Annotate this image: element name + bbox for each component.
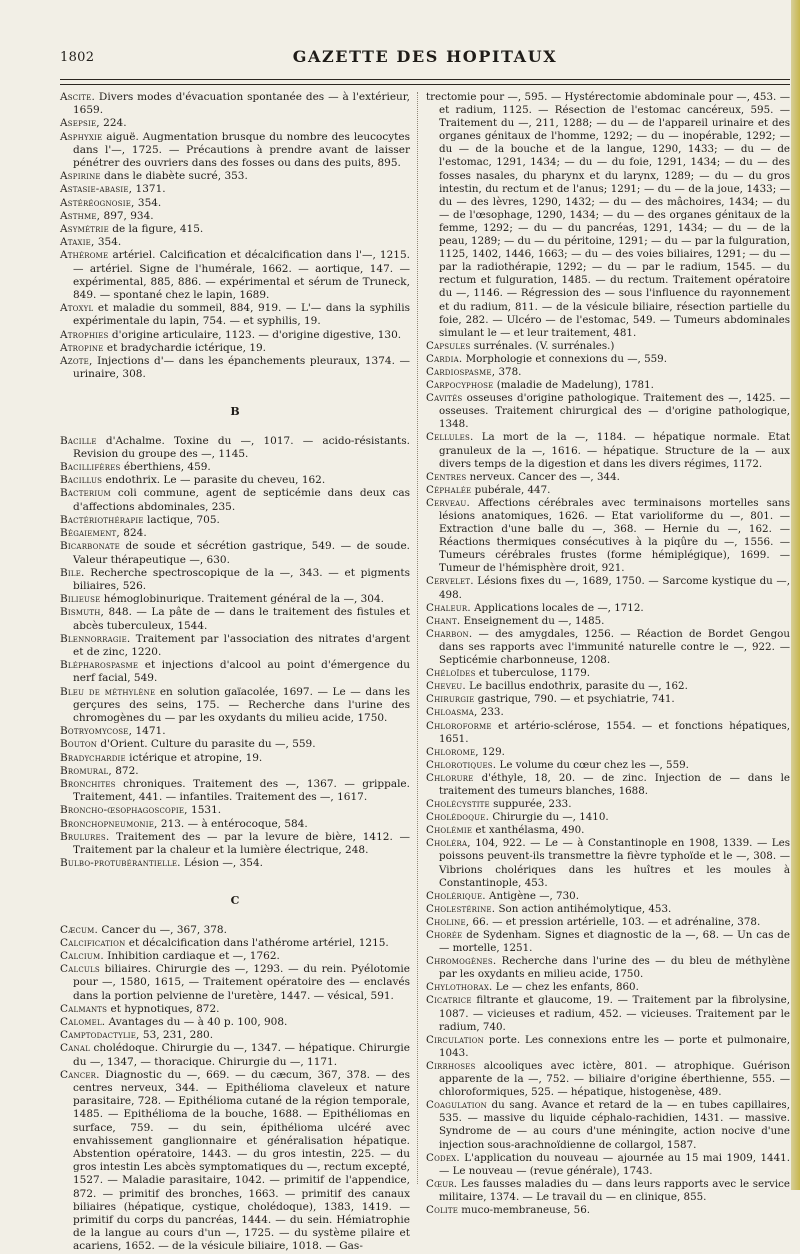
entry-text: Recherche spectroscopique de la —, 343. — et pigments biliaires, 526. (73, 566, 410, 592)
journal-title: GAZETTE DES HOPITAUX (292, 47, 558, 66)
entry-text: 1471. (132, 725, 166, 738)
entry-text: du sang. Avance et retard de la — en tubes capillaires, 535. — massive du liquide céphalo-rachidien, 1431. — massive. Syndrome de — au cours d'une méningite, action nocive d'une injection sous-arachnoïdienne de collargol, 1587. (439, 1099, 790, 1151)
index-entry (426, 91, 790, 340)
entry-text: et maladie du sommeil, 884, 919. — L'— dans la syphilis expérimentale du lapin, 754. — et syphilis, 19. (73, 302, 410, 328)
entry-text: d'origine articulaire, 1123. — d'origine digestive, 130. (108, 328, 402, 341)
entry-headword: Camptodactylie, (60, 1029, 140, 1042)
entry-text: hémoglobinurique. Traitement général de la —, 304. (100, 593, 385, 606)
entry-text: Cancer du —, 367, 378. (98, 923, 227, 936)
index-entry (60, 752, 410, 765)
entry-headword: Cirrhoses (426, 1059, 476, 1072)
entry-headword: Azote, (60, 355, 93, 368)
entry-text: Le volume du cœur chez les —, 559. (496, 758, 689, 771)
entry-text: suppurée, 233. (489, 798, 572, 811)
index-entry (60, 210, 410, 223)
entry-headword: Chromogènes. (426, 955, 497, 968)
entry-headword: Bile. (60, 566, 85, 579)
entry-text: 104, 922. — Le — à Constantinople en 1908, 1339. — Les poissons peuvent-ils transmettre la fièvre typhoïde et le —, 308. — Vibrions cholériques dans les huîtres et les moules à Constantinople, 453. (439, 837, 790, 889)
entry-text: nerveux. Cancer des —, 344. (466, 470, 620, 483)
entry-headword: Chlorome, (426, 745, 479, 758)
entry-headword: Cæcum. (60, 923, 99, 936)
entry-headword: Bleu de méthylène (60, 685, 156, 698)
entry-headword: Bronchites (60, 777, 116, 790)
entry-headword: Bradychardie (60, 751, 126, 764)
index-entry (426, 837, 790, 889)
entry-headword: Brulures. (60, 830, 110, 843)
index-entry (426, 693, 790, 706)
index-entry (426, 392, 790, 431)
entry-text: pubérale, 447. (471, 483, 551, 496)
entry-text: Le — chez les enfants, 860. (492, 981, 639, 994)
entry-headword: Bulbo-protubérantielle. (60, 857, 181, 870)
entry-text: Avantages du — à 40 p. 100, 908. (105, 1016, 288, 1028)
entry-headword: Choline, (426, 915, 470, 928)
entry-headword: Cervelet. (426, 575, 474, 588)
entry-text: Les fausses maladies du — dans leurs rapports avec le service militaire, 1374. — Le travail du — en clinique, 855. (439, 1177, 790, 1203)
entry-headword: Calmants (60, 1002, 108, 1015)
index-entry (426, 667, 790, 680)
index-entry (60, 686, 410, 726)
entry-text: 354. (134, 196, 162, 209)
header-rule-thick (60, 84, 790, 85)
index-entry (426, 929, 790, 955)
entry-text: Lésions fixes du —, 1689, 1750. — Sarcome kystique du —, 498. (439, 575, 790, 601)
entry-text: filtrante et glaucome, 19. — Traitement par la fibrolysine, 1087. — vicieuses et radium, 452. — vicieuses. Traitement par le radium, 740. (439, 994, 790, 1033)
entry-text: Inhibition cardiaque et —, 1762. (103, 949, 280, 962)
index-entry (60, 937, 410, 950)
entry-text: chroniques. Traitement des —, 1367. — grippale. Traitement, 441. — infantiles. Traitement des —, 1617. (73, 777, 410, 804)
entry-headword: Cellules. (426, 431, 474, 444)
index-entry (60, 567, 410, 593)
entry-headword: Chéloïdes (426, 667, 476, 680)
entry-headword: Cœur. (426, 1177, 458, 1190)
entry-text: La mort de la —, 1184. — hépatique normale. Etat granuleux de la —, 1616. — hépatique. Structure de la — aux divers temps de la digestion et dans les divers régimes, 1172. (439, 431, 790, 470)
entry-headword: Chaleur. (426, 601, 471, 614)
entry-text: Affections cérébrales avec terminaisons mortelles sans lésions anatomiques, 1626. — Etat varioliforme du —, 801. — Extraction d'une balle du —, 368. — Hernie du —, 162. — Réactions thermiques consécutives à la piqûre du —, 1556. — Tumeurs cérébrales frustes (forme hémiplégique), 1699. — Tumeur de l'hémisphère droit, 921. (439, 496, 790, 575)
entry-text: surrénales. (V. surrénales.) (470, 339, 615, 352)
index-entry (60, 857, 410, 870)
index-entry (426, 353, 790, 366)
entry-headword: Chlorotiques. (426, 758, 497, 771)
entry-headword: Bacille (60, 434, 97, 447)
entry-text: Morphologie et connexions du —, 559. (462, 352, 667, 365)
index-entry (426, 602, 790, 615)
index-entry (426, 1178, 790, 1204)
index-entry (60, 804, 410, 817)
entry-text: endothrix. Le — parasite du cheveu, 162. (102, 474, 326, 487)
entry-text: et décalcification dans l'athérome artériel, 1215. (125, 936, 389, 949)
entry-headword: Bégaiement, (60, 527, 120, 540)
entry-headword: Astéréognosie, (60, 196, 135, 209)
index-entry (60, 91, 410, 117)
index-entry (426, 497, 790, 576)
entry-headword: Colite (426, 1203, 459, 1216)
index-entry (426, 916, 790, 929)
entry-headword: Ataxie, (60, 236, 95, 249)
entry-text: éberthiens, 459. (120, 461, 211, 474)
index-column-left (60, 91, 410, 1253)
entry-headword: Bromural, (60, 764, 112, 777)
index-entry (60, 1042, 410, 1068)
index-entry (426, 994, 790, 1033)
entry-text: cholédoque. Chirurgie du —, 1347. — hépatique. Chirurgie du —, 1347, — thoracique. Chirurgie du —, 1171. (73, 1042, 410, 1068)
entry-headword: Broncho-œsophagoscopie, (60, 804, 188, 817)
entry-text: Le bacillus endothrix, parasite du —, 162. (465, 680, 688, 693)
entry-headword: Canal (60, 1042, 90, 1055)
entry-headword: Athérome (60, 249, 109, 262)
entry-text: biliaires. Chirurgie des —, 1293. — du rein. Pyélotomie pour —, 1580, 1615, — Traitement opératoire des — enclavés dans la portion pelvienne de l'uretère, 1447. — vésical, 591. (73, 963, 410, 1002)
entry-text: Chirurgie du —, 1410. (489, 811, 609, 824)
entry-text: 213. — à entérocoque, 584. (157, 817, 308, 830)
entry-text: de la figure, 415. (108, 223, 204, 236)
entry-headword: Calcium. (60, 949, 104, 962)
entry-headword: Botryomycose, (60, 725, 133, 738)
entry-headword: Cerveau. (426, 496, 471, 509)
entry-text: lactique, 705. (143, 513, 220, 526)
header-rule-thin (60, 79, 790, 80)
entry-headword: Centres (426, 470, 467, 483)
entry-headword: Bronchopneumonie, (60, 817, 158, 830)
entry-headword: Astasie-abasie, (60, 183, 133, 196)
entry-headword: Cavités (426, 392, 463, 405)
entry-text: trectomie pour —, 595. — Hystérectomie abdominale pour —, 453. — et radium, 1125. — Résection de l'estomac cancéreux, 595. — Traitement du —, 211, 1288; — du — de l'appareil urinaire et des organes génitaux de l'homme, 1292; — du — inopérable, 1292; — du — de la bouche et de la langue, 1290, 1433; — du — de l'estomac, 1291, 1434; — du — du foie, 1291, 1434; — du — des fosses nasales, du pharynx et du larynx, 1289; — du — du gros intestin, du rectum et de l'anus; 1291; — du — de la joue, 1433; — du — des lèvres, 1290, 1432; — du — des mâchoires, 1434; — du — de l'œsophage, 1290, 1434; — du — des organes génitaux de la femme, 1292; — du — du pancréas, 1291, 1434; — du — de la peau, 1289; — du — du péritoine, 1291; — du — par la fulguration, 1125, 1402, 1446, 1663; — du — des voies biliaires, 1291; — du — par la radiothérapie, 1292; — du — par le radium, 1545. — du rectum et fulguration, 1485. — du rectum. Traitement opératoire du —, 1146. — Régression des — sous l'influence du rayonnement et du radium, 811. — de la vésicule biliaire, résection partielle du foie, 282. — Ulcéro — de l'estomac, 549. — Tumeurs abdominales simulant le — et leur traitement, 481. (426, 91, 790, 339)
index-entry (426, 1099, 790, 1151)
entry-text: 848. — La pâte de — dans le traitement des fistules et abcès tuberculeux, 1544. (73, 606, 410, 632)
index-entry (426, 720, 790, 746)
entry-text: (maladie de Madelung), 1781. (493, 379, 654, 392)
entry-headword: Calcification (60, 936, 126, 949)
index-entry (60, 223, 410, 236)
index-entry (60, 474, 410, 487)
index-entry (426, 981, 790, 994)
index-entry (426, 955, 790, 981)
index-entry (60, 593, 410, 606)
index-entry (60, 435, 410, 461)
index-entry (426, 484, 790, 497)
entry-headword: Chant. (426, 614, 461, 627)
entry-text: d'Achalme. Toxine du —, 1017. — acido-résistants. Revision du groupe des —, 1145. (73, 434, 410, 460)
index-entry (60, 329, 410, 342)
index-entry (60, 765, 410, 778)
index-entry (60, 236, 410, 249)
entry-headword: Charbon. (426, 627, 473, 640)
index-entry (60, 355, 410, 381)
entry-headword: Ascite. (60, 91, 96, 103)
entry-headword: Cheveu. (426, 680, 466, 693)
section-letter: B (230, 405, 240, 419)
index-entry (426, 798, 790, 811)
entry-text: et xanthélasma, 490. (472, 824, 585, 837)
entry-headword: Céphalée (426, 483, 472, 496)
index-entry (426, 1034, 790, 1060)
section-letter: C (230, 894, 240, 908)
index-entry (60, 963, 410, 1003)
index-column-right (426, 91, 790, 1216)
entry-text: 66. — et pression artérielle, 103. — et adrénaline, 378. (469, 915, 761, 928)
entry-text: muco-membraneuse, 56. (458, 1203, 591, 1216)
entry-headword: Bismuth, (60, 606, 105, 619)
page-header (60, 44, 790, 74)
entry-headword: Atoxyl (60, 302, 94, 315)
index-entry (60, 249, 410, 302)
entry-headword: Chloroforme (426, 719, 492, 732)
entry-text: L'application du nouveau — ajournée au 15 mai 1909, 1441. — Le nouveau — (revue générale), 1743. (439, 1151, 790, 1177)
entry-headword: Calomel. (60, 1016, 106, 1028)
entry-text: porte. Les connexions entre les — porte et pulmonaire, 1043. (439, 1033, 790, 1059)
entry-headword: Cancer. (60, 1068, 100, 1081)
index-entry (60, 514, 410, 527)
entry-headword: Atrophies (60, 328, 109, 341)
entry-headword: Cardiospasme, (426, 365, 496, 378)
entry-text: d'éthyle, 18, 20. — de zinc. Injection de — dans le traitement des tumeurs blanches, 1688. (439, 771, 790, 797)
entry-headword: Bacillus (60, 474, 103, 487)
index-entry (426, 340, 790, 353)
index-entry (60, 170, 410, 183)
index-entry (426, 1204, 790, 1217)
entry-text: 872. (111, 764, 139, 777)
index-entry (60, 818, 410, 831)
index-entry (426, 680, 790, 693)
page-edge (791, 0, 800, 1190)
entry-headword: Capsules (426, 339, 471, 352)
index-entry (426, 811, 790, 824)
entry-headword: Bouton (60, 738, 98, 751)
entry-headword: Choléra, (426, 837, 471, 850)
entry-text: 1531. (187, 804, 222, 817)
entry-text: en solution gaïacolée, 1697. — Le — dans les gerçures des seins, 175. — Recherche dans l'urine des chromogènes du — par les oxydants du milieu acide, 1750. (73, 685, 410, 724)
entry-text: gastrique, 790. — et psychiatrie, 741. (474, 693, 675, 706)
entry-text: aiguë. Augmentation brusque du nombre des leucocytes dans l'—, 1725. — Précautions à prendre avant de laisser pénétrer des ouvriers dans des fosses ou dans des puits, 895. (73, 130, 410, 170)
entry-headword: Carpocyphose (426, 379, 494, 392)
index-entry (426, 366, 790, 379)
index-entry (60, 738, 410, 751)
entry-text: alcooliques avec ictère, 801. — atrophique. Guérison apparente de la —, 752. — biliaire d'origine éberthienne, 555. — chloroformiques, 525. — hépatique, histogenèse, 489. (439, 1059, 790, 1099)
index-entry (60, 487, 410, 513)
entry-headword: Bacterium (60, 487, 111, 500)
entry-text: Diagnostic du —, 669. — du cæcum, 367, 378. — des centres nerveux, 344. — Epithélioma claveleux et nature parasitaire, 728. — Epithélioma cutané de la région temporale, 1485. — Epithélioma de la bouche, 1688. — Epithéliomas en surface, 759. — du sein, épithélioma ulcéré avec envahissement ganglionnaire et généralisation hépatique. Abstention opératoire, 1443. — du gros intestin, 225. — du gros intestin Les abcès symptomatiques du —, rectum excepté, 1527. — Maladie parasitaire, 1042. — primitif de l'appendice, 872. — primitif des bronches, 1663. — primitif des canaux biliaires (hépatique, cystique, cholédoque), 1383, 1419. — primitif du corps du pancréas, 1444. — du sein. Hémiatrophie de la langue au cours d'un —, 1725. — du système pilaire et acariens, 1652. — de la vésicule biliaire, 1018. — Gas- (73, 1068, 410, 1253)
index-entry (60, 302, 410, 328)
entry-headword: Bactériothérapie (60, 513, 144, 526)
index-entry (426, 1152, 790, 1178)
entry-text: de soude et sécrétion gastrique, 549. — de soude. Valeur thérapeutique —, 630. (73, 540, 410, 566)
index-entry (60, 1029, 410, 1042)
index-entry (426, 1060, 790, 1099)
index-entry (426, 615, 790, 628)
entry-text: 53, 231, 280. (139, 1029, 214, 1042)
index-entry (60, 131, 410, 171)
index-entry (426, 746, 790, 759)
entry-headword: Coagulation (426, 1099, 487, 1112)
entry-text: Enseignement du —, 1485. (460, 614, 605, 627)
entry-text: 897, 934. (100, 209, 154, 222)
column-divider (417, 92, 418, 1184)
entry-text: dans le diabète sucré, 353. (100, 170, 248, 183)
entry-text: et artério-sclérose, 1554. — et fonctions hépatiques, 1651. (439, 719, 790, 745)
index-entry (426, 471, 790, 484)
index-entry (60, 342, 410, 355)
entry-headword: Codex. (426, 1151, 460, 1164)
entry-text: Divers modes d'évacuation spontanée des — à l'extérieur, 1659. (73, 91, 410, 117)
entry-headword: Asymétrie (60, 223, 109, 236)
entry-text: ictérique et atropine, 19. (125, 751, 263, 764)
entry-text: et injections d'alcool au point d'émergence du nerf facial, 549. (73, 659, 410, 685)
page-number: 1802 (60, 50, 95, 65)
entry-text: 824. (119, 527, 147, 540)
entry-headword: Cardia. (426, 352, 463, 365)
entry-text: Recherche dans l'urine des — du bleu de méthylène par les oxydants en milieu acide, 1750. (439, 955, 790, 981)
entry-headword: Cholécystite (426, 798, 490, 811)
index-entry (426, 706, 790, 719)
entry-text: Traitement par l'association des nitrates d'argent et de zinc, 1220. (73, 632, 410, 658)
entry-headword: Chirurgie (426, 693, 475, 706)
entry-text: Lésion —, 354. (180, 857, 263, 870)
entry-text: 129. (478, 745, 505, 758)
entry-text: et tuberculose, 1179. (475, 667, 591, 680)
index-entry (60, 1003, 410, 1016)
entry-text: et bradychardie ictérique, 19. (103, 341, 267, 354)
entry-headword: Cholémie (426, 824, 473, 837)
index-entry (60, 461, 410, 474)
entry-text: — des amygdales, 1256. — Réaction de Bordet Gengou dans ses rapports avec l'immunité naturelle contre le —, 922. — Septicémie charbonneuse, 1208. (439, 627, 790, 667)
entry-headword: Atropine (60, 341, 104, 354)
index-entry (60, 725, 410, 738)
entry-text: artériel. Calcification et décalcification dans l'—, 1215. — artériel. Signe de l'humérale, 1662. — aortique, 147. — expérimental, 885, 886. — expérimental et sérum de Truneck, 849. — spontané chez le lapin, 1689. (73, 249, 410, 302)
entry-headword: Cholérique. (426, 889, 486, 902)
entry-text: coli commune, agent de septicémie dans deux cas d'affections abdominales, 235. (73, 487, 410, 513)
index-entry (426, 890, 790, 903)
entry-text: 224. (99, 117, 127, 130)
entry-text: osseuses d'origine pathologique. Traitement des —, 1425. — osseuses. Traitement chirurgical des — d'origine pathologique, 1348. (439, 392, 790, 431)
index-entry (60, 183, 410, 196)
index-entry (426, 431, 790, 470)
index-entry (60, 197, 410, 210)
index-entry (426, 628, 790, 667)
index-entry (60, 1016, 410, 1029)
entry-text: Applications locales de —, 1712. (470, 601, 644, 614)
entry-text: 233. (477, 706, 504, 719)
index-entry (60, 606, 410, 632)
entry-headword: Cholédoque. (426, 811, 490, 824)
entry-headword: Cicatrice (426, 994, 472, 1007)
index-entry (426, 759, 790, 772)
entry-headword: Bicarbonate (60, 540, 120, 553)
index-entry (60, 633, 410, 659)
index-entry (426, 903, 790, 916)
entry-headword: Bacillifères (60, 461, 121, 474)
index-entry (426, 379, 790, 392)
index-entry (60, 1069, 410, 1254)
entry-text: d'Orient. Culture du parasite du —, 559. (97, 738, 316, 751)
index-entry (60, 778, 410, 804)
index-entry (60, 659, 410, 685)
index-entry (60, 924, 410, 937)
entry-text: Son action antihémolytique, 453. (495, 902, 672, 915)
index-entry (426, 772, 790, 798)
index-entry (60, 831, 410, 857)
entry-headword: Blennorragie. (60, 632, 131, 645)
entry-headword: Calculs (60, 963, 100, 976)
entry-headword: Cholestérine. (426, 902, 496, 915)
entry-headword: Chylothorax. (426, 981, 493, 994)
index-entry (60, 950, 410, 963)
entry-headword: Chloasma, (426, 706, 478, 719)
entry-text: et hypnotiques, 872. (107, 1002, 220, 1015)
entry-text: Antigène —, 730. (485, 889, 579, 902)
entry-text: Traitement des — par la levure de bière, 1412. — Traitement par la chaleur et la lumière électrique, 248. (73, 830, 410, 856)
entry-text: Injections d'— dans les épanchements pleuraux, 1374. — urinaire, 308. (73, 355, 410, 381)
index-entry (60, 527, 410, 540)
index-entry (60, 117, 410, 130)
entry-headword: Aspirine (60, 170, 101, 183)
index-entry (426, 824, 790, 837)
entry-headword: Asepsie, (60, 117, 100, 130)
entry-headword: Bilieuse (60, 593, 101, 606)
entry-headword: Chlorure (426, 771, 474, 784)
entry-headword: Asphyxie (60, 130, 103, 143)
entry-headword: Circulation (426, 1033, 484, 1046)
entry-text: de Sydenham. Signes et diagnostic de la —, 68. — Un cas de — mortelle, 1251. (439, 929, 790, 955)
entry-headword: Asthme, (60, 209, 101, 222)
entry-text: 1371. (132, 183, 166, 196)
index-entry (60, 540, 410, 566)
index-entry (426, 575, 790, 601)
entry-headword: Blépharospasme (60, 659, 139, 672)
entry-headword: Chorée (426, 929, 463, 941)
entry-text: 378. (495, 365, 522, 378)
entry-text: 354. (94, 236, 122, 249)
